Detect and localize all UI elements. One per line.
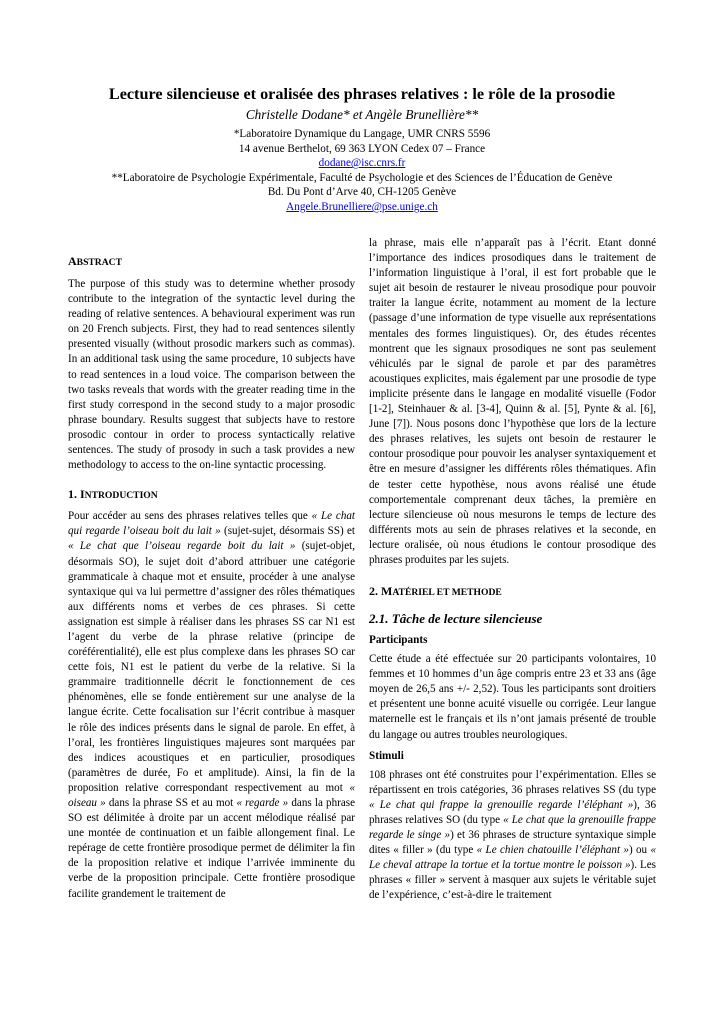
left-column bbox=[68, 236, 355, 903]
introduction-paragraph: Pour accéder au sens des phrases relatives telles que « Le chat qui regarde l’oiseau boit du lait » (sujet-sujet, désormais SS) et « Le chat que l’oiseau regarde boit du lait » (sujet-objet, désormais SO), le sujet doit d’abord attribuer une catégorie grammaticale à chaque mot et ensuite, procéder à une analyse syntaxique qui va lui permettre d’assigner des rôles thématiques aux différents noms et verbes de ces phrases. Si cette assignation est simple à réaliser dans les phrases SS car N1 est l’agent du verbe de la phrase relative (principe de coréférentialité), elle est plus complexe dans les phrases SO car cette fois, N1 est le patient du verbe de la relative. Si la grammaire traditionnelle décrit le fonctionnement de ces phénomènes, elle se fonde entièrement sur une analyse de la langue écrite. Cette focalisation sur l’écrit contribue à masquer le rôle des indices présents dans le signal de parole. En effet, à l’oral, les frontières linguistiques majeures sont marquées par des indices acoustiques et en particulier, prosodiques (paramètres de durée, Fo et amplitude). Ainsi, la fin de la proposition relative correspondant respectivement au mot « oiseau » dans la phrase SS et au mot « regarde » dans la phrase SO est délimitée à droite par un accent mélodique réalisé par une montée de continuation et un faible allongement final. Le repérage de cette frontière prosodique permet de délimiter la fin de la proposition relative et indique l’arrivée imminente du verbe de la proposition principale. Cette frontière prosodique facilite grandement le traitement de bbox=[68, 510, 355, 900]
introduction-continuation: la phrase, mais elle n’apparaît pas à l’écrit. Etant donné l’importance des indices prosodiques dans le traitement de l’information linguistique à l’oral, il est fort probable que le sujet ait besoin de restaurer le niveau prosodique pour pouvoir traiter la langue écrite, notamment au moment de la lecture (passage d’une information de type visuelle aux représentations mentales des formes linguistiques). Or, des études récentes montrent que les signaux prosodiques ne sont pas seulement véhiculés par le signal de parole et par des paramètres acoustiques explicites, mais également par une prosodie de type implicite présente dans le langage en modalité visuelle (Fodor [1-2], Steinhauer & al. [3-4], Quinn & al. [5], Pynte & al. [6], June [7]). Nous posons donc l’hypothèse que lors de la lecture des phrases relatives, les sujets ont besoin de restaurer le contour prosodique pour pouvoir les analyser syntaxiquement et être en mesure d’assigner les différents rôles thématiques. Afin de tester cette hypothèse, nous avons réalisé une étude comportementale comprenant deux tâches, la première en lecture silencieuse où nous mesurons le temps de lecture des différents mots au sein de phrases relatives et la seconde, en lecture oralisée, où nous étudions le contour prosodique des phrases produites par les sujets. bbox=[369, 237, 656, 566]
paper-authors: Christelle Dodane* et Angèle Brunellière** bbox=[245, 107, 479, 122]
abstract-text: The purpose of this study was to determine whether prosody contribute to the integration of the syntactic level during the reading of relative sentences. A behavioural experiment was run on 20 French subjects. First, they had to read sentences silently presented visually (without prosodic markers such as commas). In an additional task using the same procedure, 10 subjects have to read sentences in a loud voice. The comparison between the two tasks reveals that words with the greater reading time in the first study correspond in the second study to a major prosodic phrase boundary. Results suggest that subjects have to restore prosodic contour in order to process syntactically relative sentences. The study of prosody in such a task provides a new methodology to access to the on-line syntactic processing. bbox=[68, 278, 355, 472]
methods-heading: 2. MATÉRIEL ET METHODE bbox=[369, 584, 502, 599]
stimuli-text: 108 phrases ont été construites pour l’expérimentation. Elles se répartissent en trois catégories, 36 phrases relatives SS (du type « Le chat qui frappe la grenouille regarde l’éléphant »), 36 phrases relatives SO (du type « Le chat que la grenouille frappe regarde le singe ») et 36 phrases de structure syntaxique simple dites « filler » (du type « Le chien chatouille l’éléphant ») ou « Le cheval attrape la tortue et la tortue montre le poisson »). Les phrases « filler » servent à masquer aux sujets le véritable sujet de l’expérience, c’est-à-dire le traitement bbox=[369, 768, 657, 902]
stimuli-heading: Stimuli bbox=[369, 749, 404, 762]
email-link-1[interactable]: dodane@isc.cnrs.fr bbox=[318, 157, 406, 170]
affiliation-1: *Laboratoire Dynamique du Langage, UMR CNRS 5596 bbox=[233, 128, 491, 140]
participants-heading: Participants bbox=[369, 634, 428, 647]
right-column bbox=[369, 236, 656, 903]
paper-header bbox=[0, 0, 724, 215]
email-link-2[interactable]: Angele.Brunelliere@pse.unige.ch bbox=[286, 200, 438, 213]
abstract-heading: ABSTRACT bbox=[68, 254, 122, 268]
affiliation-1-address: 14 avenue Berthelot, 69 363 LYON Cedex 07 – France bbox=[238, 142, 486, 155]
affiliation-2-address: Bd. Du Pont d’Arve 40, CH-1205 Genève bbox=[267, 186, 457, 199]
introduction-heading: 1. INTRODUCTION bbox=[68, 487, 158, 502]
two-column-body bbox=[68, 236, 656, 903]
paper-title: Lecture silencieuse et oralisée des phrases relatives : le rôle de la prosodie bbox=[108, 85, 616, 103]
affiliation-2: **Laboratoire de Psychologie Expérimentale, Faculté de Psychologie et des Sciences de l’Éducation de Genève bbox=[111, 171, 613, 184]
subsection-silent-reading: 2.1. Tâche de lecture silencieuse bbox=[369, 611, 543, 627]
participants-text: Cette étude a été effectuée sur 20 participants volontaires, 10 femmes et 10 hommes d’un âge compris entre 23 et 33 ans (âge moyen de 26,5 ans +/- 2,52). Tous les participants sont droitiers et présentent une bonne acuité visuelle ou corrigée. Leur langue maternelle est le français et ils n’ont jamais présenté de trouble du langage ou autres troubles neurologiques. bbox=[369, 653, 656, 741]
